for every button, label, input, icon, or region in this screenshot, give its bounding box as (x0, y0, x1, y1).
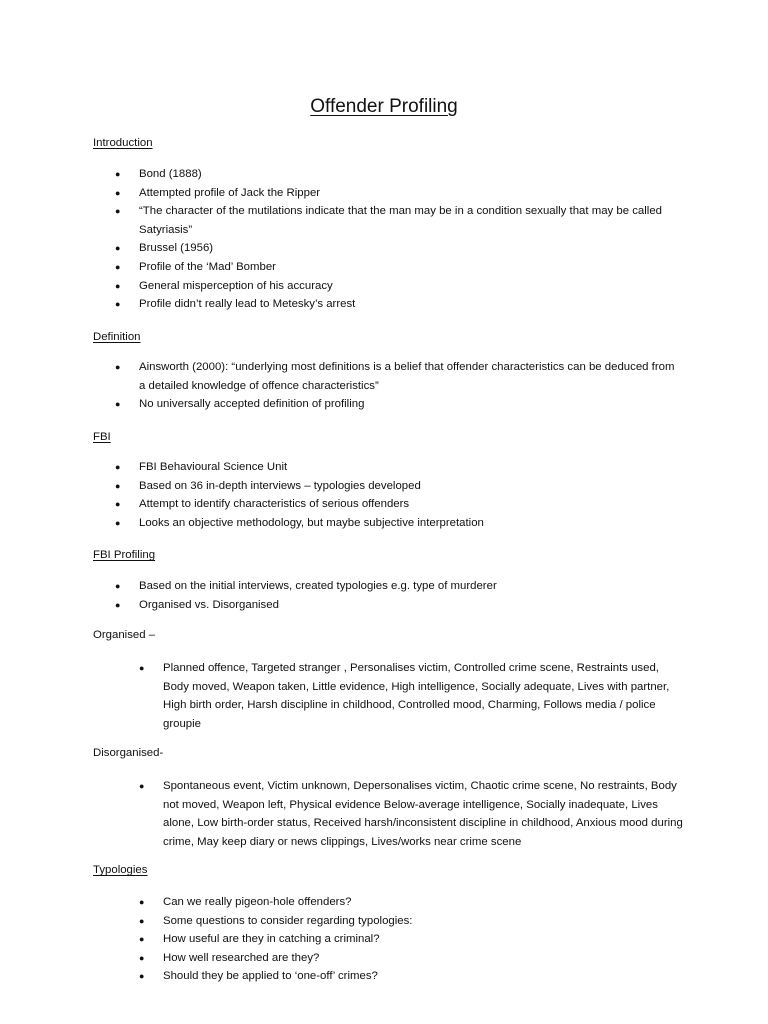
heading-definition: Definition (93, 331, 141, 343)
bullet-icon: ● (115, 581, 121, 591)
heading-organised: Organised – (93, 629, 156, 641)
list-introduction (115, 165, 679, 314)
bullet-icon: ● (139, 915, 145, 926)
bullet-icon: ● (139, 934, 145, 945)
document-title: Offender Profiling (310, 96, 458, 117)
bullet-icon: ● (115, 399, 121, 410)
list-item: ● Should they be applied to ‘one-off’ crimes? (163, 967, 683, 986)
list-item: ● “The character of the mutilations indicate that the man may be in a condition sexually that may be called Satyriasis” (139, 202, 679, 239)
heading-fbi: FBI (93, 431, 111, 443)
heading-disorganised: Disorganised- (93, 747, 164, 759)
list-fbi (115, 458, 679, 532)
bullet-icon: ● (115, 480, 121, 491)
bullet-icon: ● (139, 897, 145, 907)
bullet-icon: ● (115, 517, 121, 528)
bullet-icon: ● (139, 971, 145, 982)
bullet-icon: ● (115, 187, 121, 198)
list-item: ● Attempted profile of Jack the Ripper (139, 184, 679, 203)
bullet-icon: ● (115, 206, 121, 217)
bullet-icon: ● (139, 663, 145, 673)
list-item: ● FBI Behavioural Science Unit (139, 458, 679, 477)
bullet-icon: ● (139, 781, 145, 791)
list-disorganised (139, 777, 683, 851)
list-item: ● Bond (1888) (139, 165, 679, 184)
list-fbi-profiling (115, 577, 679, 614)
list-item: ● Organised vs. Disorganised (139, 596, 679, 615)
bullet-icon: ● (115, 280, 121, 291)
list-item: ● Some questions to consider regarding typologies: (163, 912, 683, 931)
list-item: ● Planned offence, Targeted stranger , Personalises victim, Controlled crime scene, Restraints used, Body moved, Weapon taken, Little evidence, High intelligence, Socially adequate, Lives with partner, High birth order, Harsh discipline in childhood, Controlled mood, Charming, Follows media / police groupie (163, 659, 683, 733)
list-item: ● Based on the initial interviews, created typologies e.g. type of murderer (139, 577, 679, 596)
heading-fbi-profiling: FBI Profiling (93, 549, 156, 561)
heading-introduction: Introduction (93, 137, 153, 149)
list-item: ● Brussel (1956) (139, 239, 679, 258)
list-item: ● Profile didn’t really lead to Metesky’s arrest (139, 295, 679, 314)
bullet-icon: ● (115, 599, 121, 610)
bullet-icon: ● (115, 499, 121, 510)
list-item: ● No universally accepted definition of profiling (139, 395, 679, 414)
list-item: ● Profile of the ‘Mad’ Bomber (139, 258, 679, 277)
list-item: ● Can we really pigeon-hole offenders? (163, 893, 683, 912)
list-item: ● General misperception of his accuracy (139, 277, 679, 296)
bullet-icon: ● (115, 169, 121, 179)
heading-typologies: Typologies (93, 864, 148, 876)
bullet-icon: ● (115, 462, 121, 472)
list-item: ● How well researched are they? (163, 949, 683, 968)
list-organised (139, 659, 683, 733)
list-item: ● Spontaneous event, Victim unknown, Depersonalises victim, Chaotic crime scene, No restraints, Body not moved, Weapon left, Physical evidence Below-average intelligence, Socially inadequate, Lives alone, Low birth-order status, Received harsh/inconsistent discipline in childhood, Anxious mood during crime, May keep diary or news clippings, Lives/works near crime scene (163, 777, 683, 851)
bullet-icon: ● (139, 952, 145, 963)
bullet-icon: ● (115, 362, 121, 372)
list-typologies (139, 893, 683, 986)
bullet-icon: ● (115, 243, 121, 254)
list-definition (115, 358, 679, 414)
bullet-icon: ● (115, 299, 121, 310)
list-item: ● Based on 36 in-depth interviews – typologies developed (139, 477, 679, 496)
bullet-icon: ● (115, 261, 121, 272)
list-item: ● How useful are they in catching a criminal? (163, 930, 683, 949)
list-item: ● Ainsworth (2000): “underlying most definitions is a belief that offender characteristics can be deduced from a detailed knowledge of offence characteristics” (139, 358, 679, 395)
list-item: ● Attempt to identify characteristics of serious offenders (139, 495, 679, 514)
list-item: ● Looks an objective methodology, but maybe subjective interpretation (139, 514, 679, 533)
